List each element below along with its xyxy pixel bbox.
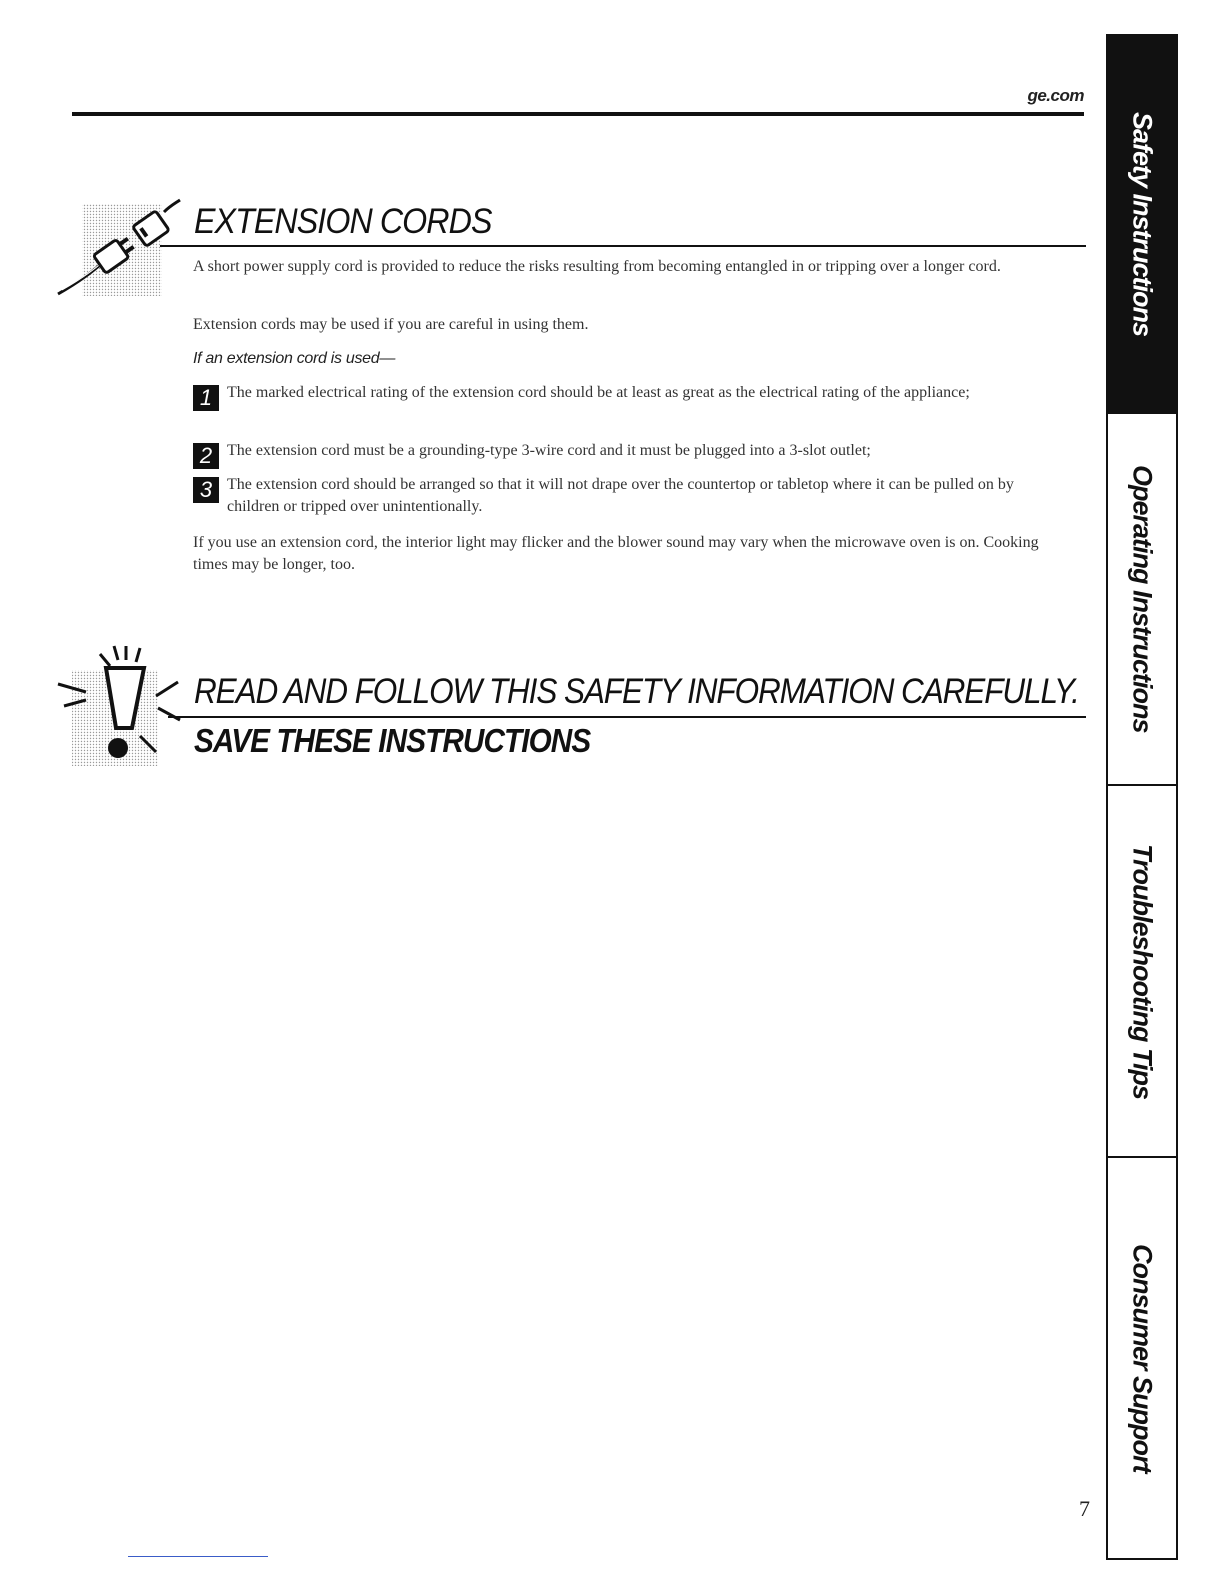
tab-consumer-support[interactable]	[1106, 1156, 1178, 1560]
lead-in-text: If an extension cord is used—	[193, 350, 396, 367]
paragraph-extension-use: Extension cords may be used if you are careful in using them.	[193, 316, 589, 333]
exclamation-warning-icon	[56, 644, 184, 768]
tab-label: Troubleshooting Tips	[1127, 843, 1158, 1099]
tab-label: Consumer Support	[1127, 1243, 1158, 1473]
list-text: The extension cord must be a grounding-type 3-wire cord and it must be plugged into a 3-slot outlet;	[227, 442, 871, 459]
paragraph-short-cord: A short power supply cord is provided to reduce the risks resulting from becoming entangled in or tripping over a longer cord.	[193, 258, 1001, 275]
tab-label: Safety Instructions	[1127, 111, 1158, 337]
header-rule	[72, 112, 1084, 116]
list-text: The extension cord should be arranged so that it will not drape over the countertop or tabletop where it can be pulled on by children or tripped over unintentionally.	[227, 476, 1014, 515]
tab-label: Operating Instructions	[1127, 465, 1158, 733]
list-marker: 3	[193, 477, 219, 503]
section-rule	[168, 716, 1086, 718]
list-marker: 1	[193, 385, 219, 411]
tab-troubleshooting-tips[interactable]	[1106, 784, 1178, 1158]
list-marker: 2	[193, 443, 219, 469]
save-instructions-title: SAVE THESE INSTRUCTIONS	[194, 722, 591, 759]
side-tabs	[1106, 34, 1178, 1560]
section-title-extension-cords: EXTENSION CORDS	[194, 202, 492, 241]
tab-operating-instructions[interactable]	[1106, 412, 1178, 786]
list-text: The marked electrical rating of the extension cord should be at least as great as the electrical rating of the appliance;	[227, 384, 970, 401]
safety-title: READ AND FOLLOW THIS SAFETY INFORMATION CAREFULLY.	[194, 672, 1079, 711]
section-rule	[160, 245, 1086, 247]
site-url: ge.com	[1027, 86, 1084, 105]
tab-safety-instructions[interactable]	[1106, 34, 1178, 414]
page-number: 7	[1079, 1496, 1090, 1521]
paragraph-flicker-note: If you use an extension cord, the interior light may flicker and the blower sound may vary when the microwave oven is on. Cooking times may be longer, too.	[193, 534, 1039, 573]
footer-link-rule	[128, 1556, 268, 1557]
plug-cord-icon	[56, 198, 184, 302]
